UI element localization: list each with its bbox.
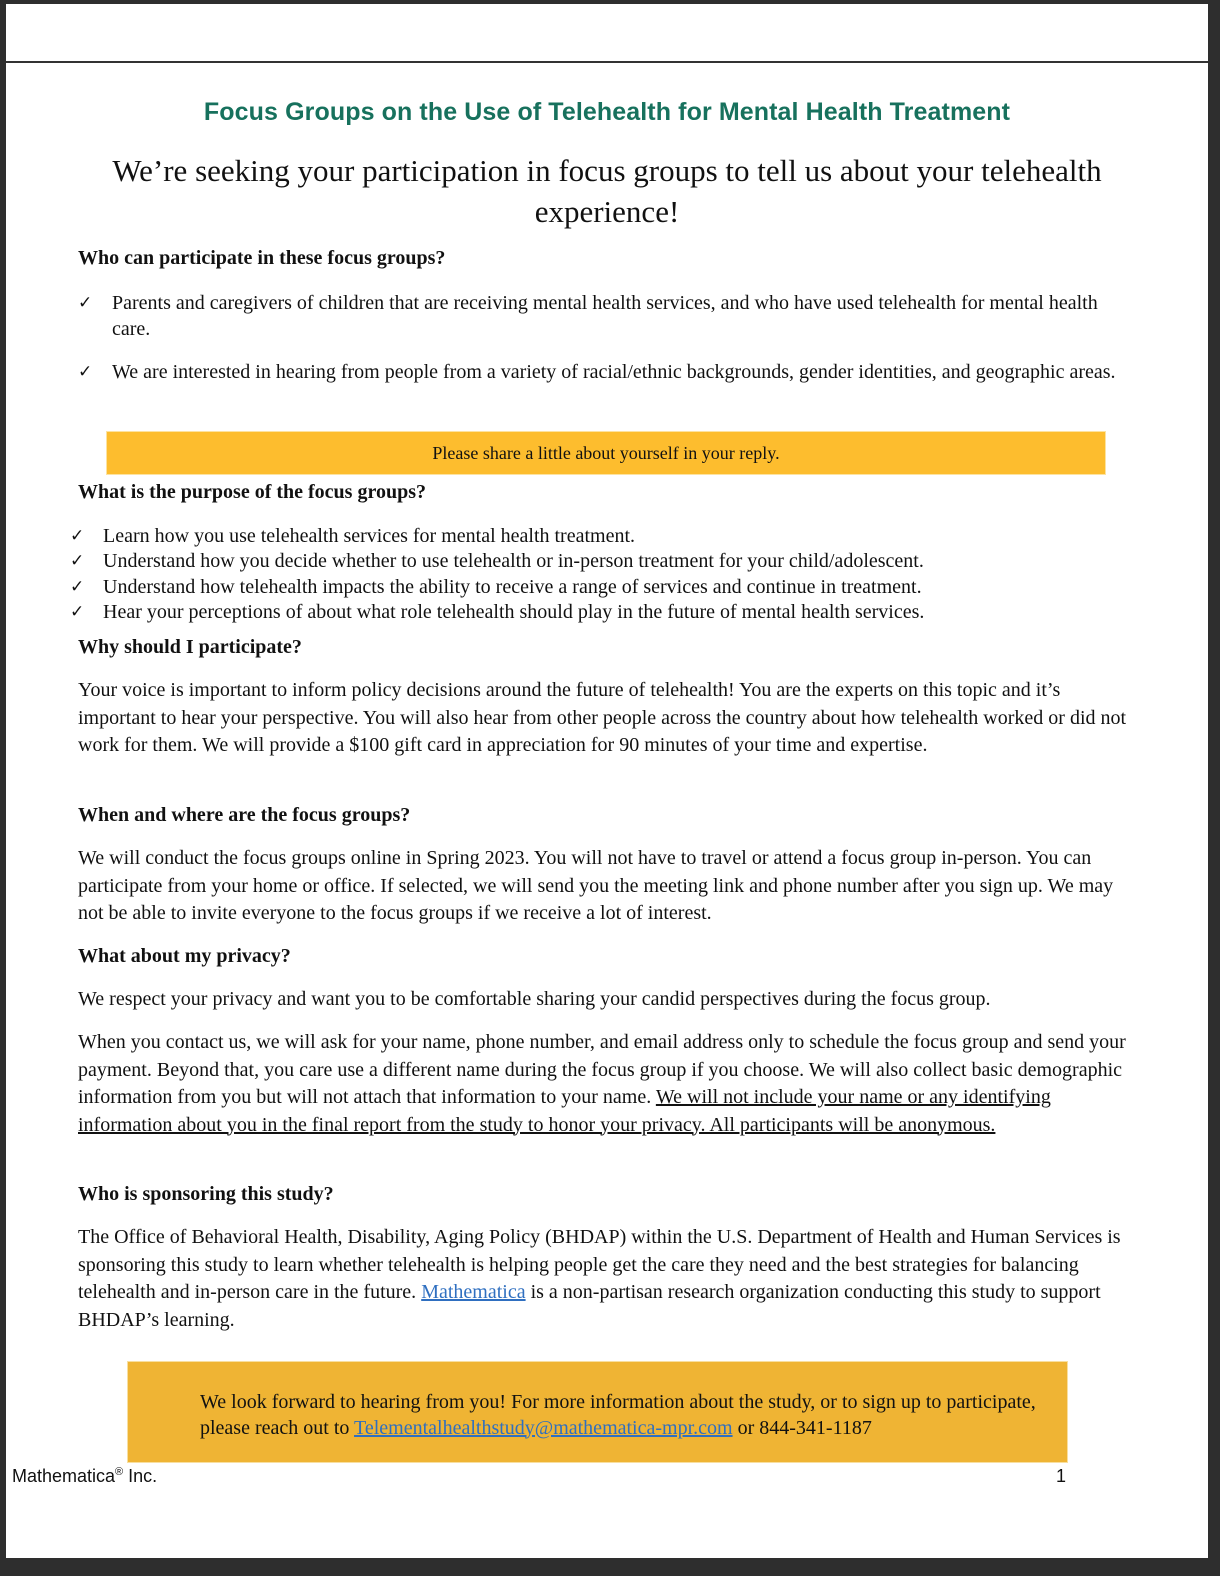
header-divider — [6, 61, 1208, 63]
checkmark-icon: ✓ — [70, 551, 85, 572]
registered-mark: ® — [115, 1466, 124, 1478]
email-link[interactable]: Telementalhealthstudy@mathematica-mpr.com — [354, 1416, 733, 1439]
mathematica-link[interactable]: Mathematica — [421, 1281, 526, 1303]
phone-number: 844-341-1187 — [759, 1416, 872, 1439]
list-item: ✓ Understand how you decide whether to use telehealth or in-person treatment for your child/adolescent. — [70, 549, 1130, 574]
eligibility-list — [78, 290, 1138, 402]
heading-why-participate: Why should I participate? — [78, 636, 302, 658]
when-paragraph: We will conduct the focus groups online in Spring 2023. You will not have to travel or attend a focus group in-person. You can participate from your home or office. If selected, we will send you the meeting link and phone number after you sign up. We may not be able to invite everyone to the focus groups if we receive a lot of interest. — [78, 847, 1114, 924]
checkmark-icon: ✓ — [70, 526, 85, 546]
footer-company: Mathematica® Inc. — [12, 1466, 158, 1486]
purpose-list — [70, 524, 1130, 625]
sponsor-paragraph: The Office of Behavioral Health, Disability, Aging Policy (BHDAP) within the U.S. Department of Health and Human Services is sponsoring this study to learn whether telehealth is helping people get the care they need and the best strategies for balancing telehealth and in-person care in the future. Mathematica is a non-partisan research organization conducting this study to support BHDAP’s learning. — [78, 1226, 1121, 1331]
contact-callout: We look forward to hearing from you! For more information about the study, or to sign up to participate, please reach out to Telementalhealthstudy@mathematica-mpr.com or 844-341-1187 — [127, 1361, 1068, 1463]
privacy-paragraph-2: When you contact us, we will ask for your name, phone number, and email address only to schedule the focus group and send your payment. Beyond that, you care use a different name during the focus group if you choose. We will also collect basic demographic information from you but will not attach that information to your name. We will not include your name or any identifying information about you in the final report from the study to honor your privacy. All participants will be anonymous. — [78, 1031, 1126, 1136]
checkmark-icon: ✓ — [78, 362, 93, 382]
page-subtitle: We’re seeking your participation in focus groups to tell us about your telehealth experience! — [112, 153, 1102, 229]
document-page — [6, 4, 1208, 1558]
list-item: ✓ We are interested in hearing from people from a variety of racial/ethnic backgrounds, gender identities, and geographic areas. — [78, 361, 1116, 383]
heading-privacy: What about my privacy? — [78, 945, 291, 967]
page-number: 1 — [1056, 1466, 1067, 1486]
checkmark-icon: ✓ — [78, 293, 93, 313]
checkmark-icon: ✓ — [70, 576, 85, 597]
list-item: ✓ Hear your perceptions of about what role telehealth should play in the future of mental health services. — [70, 600, 1130, 625]
anonymity-statement: We will not include your name or any identifying information about you in the final report from the study to honor your privacy. All participants will be anonymous. — [78, 1086, 1051, 1136]
heading-sponsor: Who is sponsoring this study? — [78, 1183, 334, 1205]
share-callout: Please share a little about yourself in your reply. — [106, 431, 1106, 475]
heading-who-can-participate: Who can participate in these focus groups? — [78, 247, 446, 269]
heading-when-where: When and where are the focus groups? — [78, 804, 411, 826]
list-item: ✓ Parents and caregivers of children that are receiving mental health services, and who have used telehealth for mental health care. — [78, 292, 1098, 340]
list-item: ✓ Understand how telehealth impacts the ability to receive a range of services and continue in treatment. — [70, 575, 1130, 600]
why-paragraph: Your voice is important to inform policy decisions around the future of telehealth! You are the experts on this topic and it’s important to hear your perspective. You will also hear from other people across the country about how telehealth worked or did not work for them. We will provide a $100 gift card in appreciation for 90 minutes of your time and expertise. — [78, 679, 1127, 756]
checkmark-icon: ✓ — [70, 601, 85, 622]
page-title: Focus Groups on the Use of Telehealth for Mental Health Treatment — [203, 98, 1011, 126]
privacy-paragraph-1: We respect your privacy and want you to be comfortable sharing your candid perspectives during the focus group. — [78, 988, 991, 1010]
list-item: ✓ Learn how you use telehealth services for mental health treatment. — [70, 524, 1130, 549]
heading-purpose: What is the purpose of the focus groups? — [78, 481, 426, 503]
